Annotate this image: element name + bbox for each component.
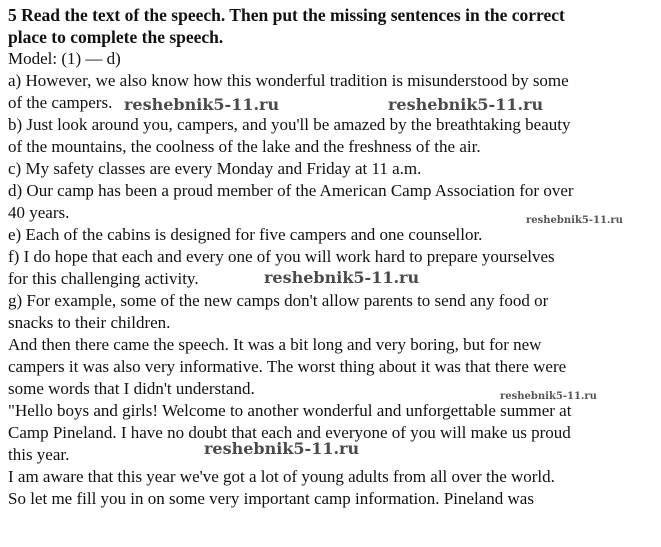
exercise-heading-line-1: 5 Read the text of the speech. Then put the missing sentences in the correct	[8, 5, 565, 25]
option-d-line-1: d) Our camp has been a proud member of the American Camp Association for over	[8, 181, 574, 200]
watermark: reshebnik5-11.ru	[124, 95, 280, 114]
option-b-line-2: of the mountains, the coolness of the lake and the freshness of the air.	[8, 137, 481, 156]
option-b-line-1: b) Just look around you, campers, and you'll be amazed by the breathtaking beauty	[8, 115, 571, 134]
watermark: reshebnik5-11.ru	[264, 268, 420, 287]
model-answer: Model: (1) — d)	[8, 49, 121, 68]
option-f-text: for this challenging activity.	[8, 269, 199, 288]
watermark: reshebnik5-11.ru	[388, 95, 544, 114]
watermark: reshebnik5-11.ru	[526, 215, 623, 226]
option-a-line-2	[8, 92, 656, 114]
speech-line-5: So let me fill you in on some very important camp information. Pineland was	[8, 489, 534, 508]
exercise-heading-line-2: place to complete the speech.	[8, 27, 224, 47]
option-a-line-1: a) However, we also know how this wonderful tradition is misunderstood by some	[8, 71, 569, 90]
watermark: reshebnik5-11.ru	[204, 439, 360, 458]
watermark: reshebnik5-11.ru	[500, 391, 597, 402]
exercise-page	[8, 4, 656, 510]
option-g-line-2: snacks to their children.	[8, 313, 171, 332]
option-c-line-1: c) My safety classes are every Monday and Friday at 11 a.m.	[8, 159, 422, 178]
narrative-line-3	[8, 378, 656, 400]
option-f-line-2	[8, 268, 656, 290]
speech-line-2: Camp Pineland. I have no doubt that each and everyone of you will make us proud	[8, 423, 571, 442]
option-d-line-2	[8, 202, 656, 224]
option-a-text: of the campers.	[8, 93, 113, 112]
option-e-line-1: e) Each of the cabins is designed for five campers and one counsellor.	[8, 225, 483, 244]
speech-line-1: "Hello boys and girls! Welcome to another wonderful and unforgettable summer at	[8, 401, 572, 420]
option-d-text: 40 years.	[8, 203, 70, 222]
speech-text: this year.	[8, 445, 70, 464]
narrative-line-1: And then there came the speech. It was a bit long and very boring, but for new	[8, 335, 542, 354]
narrative-line-2: campers it was also very informative. The worst thing about it was that there were	[8, 357, 567, 376]
narrative-text: some words that I didn't understand.	[8, 379, 255, 398]
option-f-line-1: f) I do hope that each and every one of you will work hard to prepare yourselves	[8, 247, 555, 266]
speech-line-4: I am aware that this year we've got a lot of young adults from all over the world.	[8, 467, 555, 486]
speech-line-3	[8, 439, 656, 466]
option-g-line-1: g) For example, some of the new camps don't allow parents to send any food or	[8, 291, 549, 310]
